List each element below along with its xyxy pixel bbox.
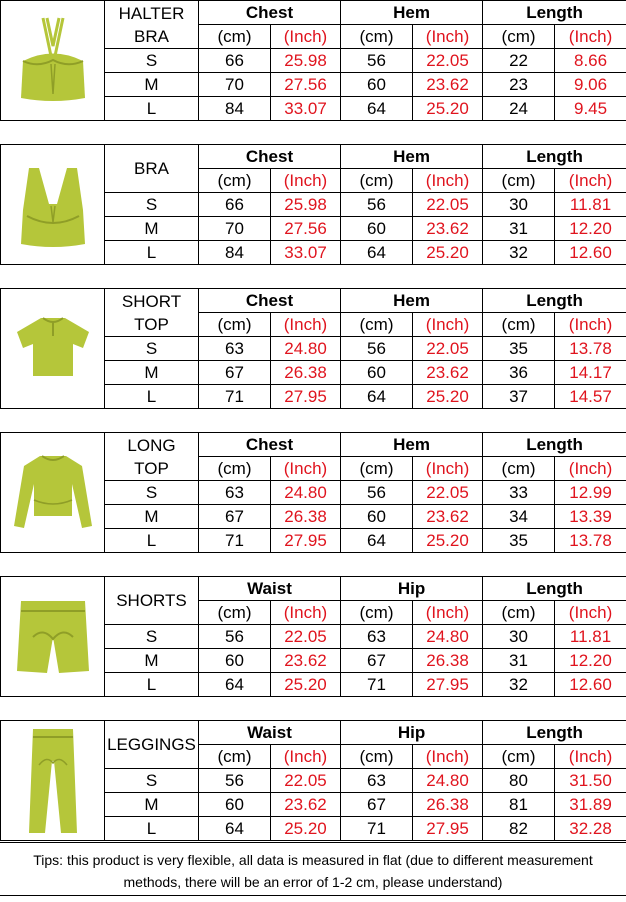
size-section-1 [0,144,626,265]
product-name [105,145,199,193]
long-top-icon [1,433,105,553]
value-inch: 13.39 [555,505,626,529]
size-label: L [105,817,199,841]
size-label: S [105,337,199,361]
unit-cm: (cm) [483,313,555,337]
column-header-length: Length [483,721,626,745]
value-inch: 25.20 [271,817,341,841]
value-cm: 56 [199,625,271,649]
unit-cm: (cm) [341,169,413,193]
product-name-line: BRA [134,26,169,46]
value-cm: 67 [341,649,413,673]
value-cm: 31 [483,217,555,241]
value-cm: 35 [483,529,555,553]
unit-cm: (cm) [199,25,271,49]
unit-cm: (cm) [199,169,271,193]
value-inch: 23.62 [413,217,483,241]
value-inch: 23.62 [271,649,341,673]
value-cm: 64 [341,97,413,121]
value-inch: 26.38 [271,505,341,529]
short-top-icon [1,289,105,409]
unit-inch: (Inch) [413,25,483,49]
unit-inch: (Inch) [271,313,341,337]
size-label: L [105,673,199,697]
size-section-5 [0,720,626,841]
value-inch: 12.20 [555,217,626,241]
value-inch: 25.20 [271,673,341,697]
size-label: M [105,649,199,673]
unit-cm: (cm) [341,745,413,769]
value-cm: 81 [483,793,555,817]
unit-cm: (cm) [483,25,555,49]
column-header-hip: Hip [341,721,483,745]
value-inch: 27.56 [271,217,341,241]
size-label: L [105,97,199,121]
value-cm: 23 [483,73,555,97]
value-cm: 84 [199,241,271,265]
column-header-length: Length [483,433,626,457]
product-name-line: LONG [127,435,176,455]
column-header-waist: Waist [199,577,341,601]
product-name [105,289,199,337]
value-inch: 33.07 [271,97,341,121]
value-cm: 64 [341,385,413,409]
unit-cm: (cm) [483,169,555,193]
value-inch: 23.62 [413,361,483,385]
product-name-line: SHORTS [116,591,187,610]
value-inch: 11.81 [555,625,626,649]
leggings-icon [1,721,105,841]
shorts-icon [1,577,105,697]
product-name-line: TOP [134,314,169,334]
value-cm: 37 [483,385,555,409]
value-cm: 70 [199,217,271,241]
value-cm: 66 [199,49,271,73]
column-header-hem: Hem [341,145,483,169]
size-label: M [105,73,199,97]
size-label: S [105,49,199,73]
unit-cm: (cm) [483,601,555,625]
unit-inch: (Inch) [555,457,626,481]
value-cm: 70 [199,73,271,97]
value-cm: 67 [199,505,271,529]
value-cm: 30 [483,193,555,217]
column-header-hem: Hem [341,289,483,313]
value-inch: 22.05 [413,193,483,217]
unit-cm: (cm) [199,601,271,625]
column-header-length: Length [483,1,626,25]
value-cm: 82 [483,817,555,841]
value-inch: 14.17 [555,361,626,385]
column-header-hem: Hem [341,1,483,25]
size-label: M [105,505,199,529]
value-cm: 60 [199,793,271,817]
column-header-length: Length [483,577,626,601]
product-name-line: BRA [134,159,169,178]
size-label: S [105,481,199,505]
value-cm: 32 [483,241,555,265]
value-cm: 67 [199,361,271,385]
value-inch: 25.20 [413,97,483,121]
value-cm: 24 [483,97,555,121]
value-inch: 24.80 [271,481,341,505]
unit-cm: (cm) [341,25,413,49]
size-label: L [105,385,199,409]
column-header-chest: Chest [199,145,341,169]
size-section-2 [0,288,626,409]
unit-inch: (Inch) [555,25,626,49]
value-cm: 71 [341,817,413,841]
unit-inch: (Inch) [271,745,341,769]
value-inch: 26.38 [413,793,483,817]
value-cm: 56 [341,337,413,361]
value-inch: 22.05 [413,49,483,73]
unit-inch: (Inch) [413,601,483,625]
product-name-line: HALTER [118,3,185,23]
product-name [105,721,199,769]
value-inch: 27.95 [271,385,341,409]
value-cm: 32 [483,673,555,697]
product-name-line: TOP [134,458,169,478]
value-inch: 32.28 [555,817,626,841]
value-cm: 64 [341,529,413,553]
size-label: L [105,241,199,265]
size-table [0,288,626,409]
value-inch: 24.80 [413,625,483,649]
column-header-hip: Hip [341,577,483,601]
value-inch: 26.38 [271,361,341,385]
unit-inch: (Inch) [413,169,483,193]
value-inch: 27.95 [413,673,483,697]
bra-icon [1,145,105,265]
value-inch: 11.81 [555,193,626,217]
column-header-length: Length [483,145,626,169]
value-inch: 12.20 [555,649,626,673]
tip-line-1: Tips: this product is very flexible, all data is measured in flat (due to different measurement [33,852,593,868]
value-cm: 60 [341,505,413,529]
value-cm: 22 [483,49,555,73]
value-cm: 33 [483,481,555,505]
unit-inch: (Inch) [271,25,341,49]
size-table [0,432,626,553]
value-cm: 64 [199,673,271,697]
value-inch: 23.62 [413,505,483,529]
product-name-line: SHORT [121,291,182,311]
value-cm: 56 [341,193,413,217]
value-cm: 84 [199,97,271,121]
value-cm: 63 [341,769,413,793]
value-cm: 63 [199,481,271,505]
value-cm: 63 [199,337,271,361]
value-inch: 27.95 [271,529,341,553]
size-table [0,144,626,265]
value-cm: 66 [199,193,271,217]
unit-cm: (cm) [341,601,413,625]
size-label: S [105,769,199,793]
unit-cm: (cm) [341,313,413,337]
column-header-chest: Chest [199,289,341,313]
unit-inch: (Inch) [271,601,341,625]
value-cm: 30 [483,625,555,649]
unit-cm: (cm) [199,745,271,769]
value-inch: 31.89 [555,793,626,817]
value-cm: 63 [341,625,413,649]
size-table [0,720,626,841]
value-cm: 35 [483,337,555,361]
value-inch: 8.66 [555,49,626,73]
value-cm: 80 [483,769,555,793]
value-cm: 71 [341,673,413,697]
value-inch: 24.80 [413,769,483,793]
unit-cm: (cm) [483,457,555,481]
value-inch: 25.20 [413,529,483,553]
size-label: M [105,793,199,817]
size-table [0,0,626,121]
size-section-0 [0,0,626,121]
value-cm: 60 [341,361,413,385]
column-header-chest: Chest [199,433,341,457]
value-cm: 67 [341,793,413,817]
column-header-length: Length [483,289,626,313]
product-name [105,433,199,481]
unit-inch: (Inch) [413,457,483,481]
value-inch: 27.56 [271,73,341,97]
value-inch: 9.45 [555,97,626,121]
unit-inch: (Inch) [271,169,341,193]
value-inch: 33.07 [271,241,341,265]
value-cm: 71 [199,529,271,553]
unit-inch: (Inch) [555,169,626,193]
value-cm: 71 [199,385,271,409]
value-inch: 22.05 [271,769,341,793]
value-inch: 25.98 [271,49,341,73]
value-cm: 64 [199,817,271,841]
size-label: S [105,193,199,217]
unit-inch: (Inch) [413,313,483,337]
value-cm: 64 [341,241,413,265]
value-inch: 9.06 [555,73,626,97]
unit-cm: (cm) [199,313,271,337]
size-label: M [105,217,199,241]
unit-inch: (Inch) [271,457,341,481]
value-inch: 22.05 [413,481,483,505]
value-inch: 25.20 [413,385,483,409]
unit-inch: (Inch) [555,745,626,769]
tip-line-2: methods, there will be an error of 1-2 cm, please understand) [123,874,503,890]
value-inch: 12.60 [555,673,626,697]
value-inch: 12.60 [555,241,626,265]
size-label: S [105,625,199,649]
value-inch: 14.57 [555,385,626,409]
size-table [0,576,626,697]
value-cm: 56 [341,481,413,505]
value-cm: 34 [483,505,555,529]
value-inch: 24.80 [271,337,341,361]
value-cm: 31 [483,649,555,673]
value-inch: 26.38 [413,649,483,673]
value-cm: 60 [199,649,271,673]
unit-inch: (Inch) [555,313,626,337]
size-label: L [105,529,199,553]
size-section-3 [0,432,626,553]
value-inch: 27.95 [413,817,483,841]
value-cm: 56 [199,769,271,793]
measurement-tip [0,842,626,896]
value-cm: 36 [483,361,555,385]
unit-cm: (cm) [341,457,413,481]
value-inch: 25.98 [271,193,341,217]
column-header-hem: Hem [341,433,483,457]
value-inch: 12.99 [555,481,626,505]
value-inch: 22.05 [271,625,341,649]
value-inch: 25.20 [413,241,483,265]
column-header-chest: Chest [199,1,341,25]
column-header-waist: Waist [199,721,341,745]
unit-inch: (Inch) [555,601,626,625]
product-name [105,1,199,49]
size-section-4 [0,576,626,697]
unit-inch: (Inch) [413,745,483,769]
value-cm: 56 [341,49,413,73]
value-inch: 13.78 [555,337,626,361]
value-inch: 22.05 [413,337,483,361]
size-label: M [105,361,199,385]
product-name [105,577,199,625]
unit-cm: (cm) [199,457,271,481]
value-cm: 60 [341,217,413,241]
value-inch: 13.78 [555,529,626,553]
value-inch: 31.50 [555,769,626,793]
halter-bra-icon [1,1,105,121]
value-inch: 23.62 [271,793,341,817]
product-name-line: LEGGINGS [107,735,196,754]
value-cm: 60 [341,73,413,97]
unit-cm: (cm) [483,745,555,769]
value-inch: 23.62 [413,73,483,97]
